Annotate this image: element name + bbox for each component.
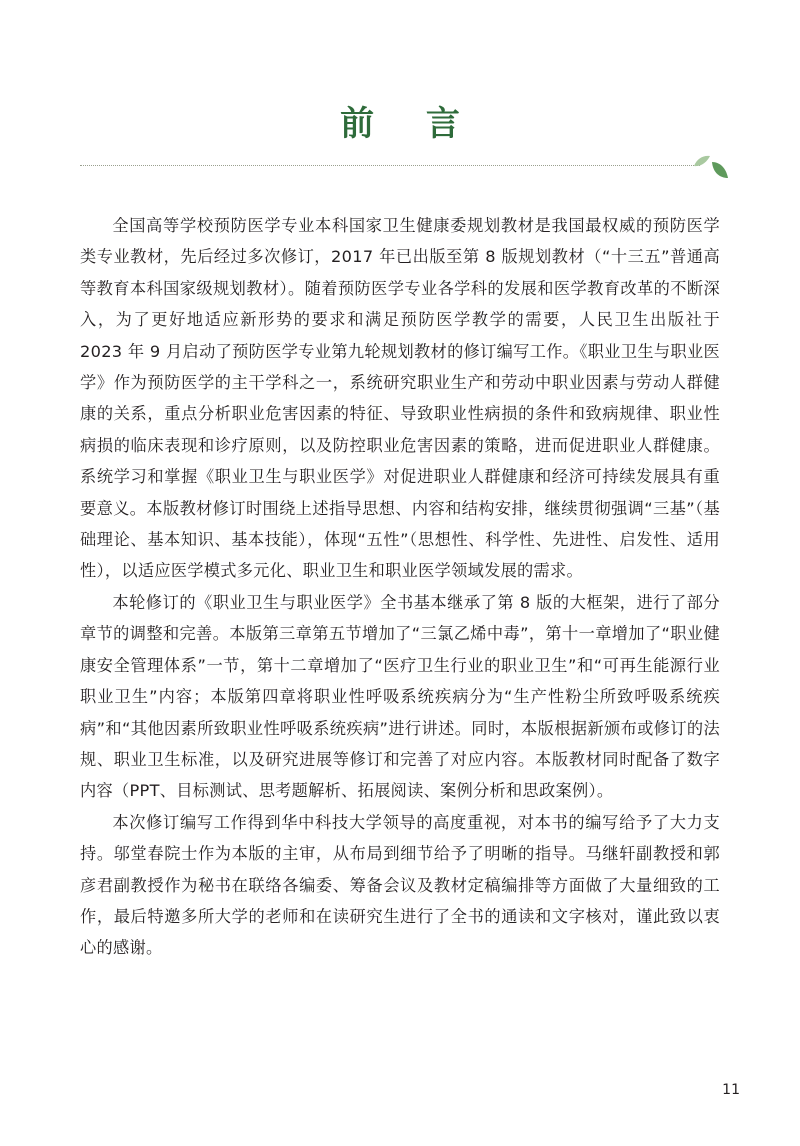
preface-body <box>80 210 720 964</box>
paragraph: 全国高等学校预防医学专业本科国家卫生健康委规划教材是我国最权威的预防医学类专业教材，先后经过多次修订，2017 年已出版至第 8 版规划教材（“十三五”普通高等教育本科国家级规划教材）。随着预防医学专业各学科的发展和医学教育改革的不断深入，为了更好地适应新形势的要求和满足预防医学教学的需要，人民卫生出版社于 2023 年 9 月启动了预防医学专业第九轮规划教材的修订编写工作。《职业卫生与职业医学》作为预防医学的主干学科之一，系统研究职业生产和劳动中职业因素与劳动人群健康的关系，重点分析职业危害因素的特征、导致职业性病损的条件和致病规律、职业性病损的临床表现和诊疗原则，以及防控职业危害因素的策略，进而促进职业人群健康。系统学习和掌握《职业卫生与职业医学》对促进职业人群健康和经济可持续发展具有重要意义。本版教材修订时围绕上述指导思想、内容和结构安排，继续贯彻强调“三基”（基础理论、基本知识、基本技能），体现“五性”（思想性、科学性、先进性、启发性、适用性），以适应医学模式多元化、职业卫生和职业医学领域发展的需求。 <box>80 216 720 581</box>
title-divider <box>80 165 700 166</box>
page-number: 11 <box>722 1082 740 1098</box>
page-title: 前 言 <box>340 104 480 144</box>
paragraph: 本轮修订的《职业卫生与职业医学》全书基本继承了第 8 版的大框架，进行了部分章节的调整和完善。本版第三章第五节增加了“三氯乙烯中毒”，第十一章增加了“职业健康安全管理体系”一节，第十二章增加了“医疗卫生行业的职业卫生”和“可再生能源行业职业卫生”内容；本版第四章将职业性呼吸系统疾病分为“生产性粉尘所致呼吸系统疾病”和“其他因素所致职业性呼吸系统疾病”进行讲述。同时，本版根据新颁布或修订的法规、职业卫生标准，以及研究进展等修订和完善了对应内容。本版教材同时配备了数字内容（PPT、目标测试、思考题解析、拓展阅读、案例分析和思政案例）。 <box>80 592 720 801</box>
paragraph: 本次修订编写工作得到华中科技大学领导的高度重视，对本书的编写给予了大力支持。邬堂春院士作为本版的主审，从布局到细节给予了明晰的指导。马继轩副教授和郭彦君副教授作为秘书在联络各编委、筹备会议及教材定稿编排等方面做了大量细致的工作，最后特邀多所大学的老师和在读研究生进行了全书的通读和文字核对，谨此致以衷心的感谢。 <box>80 812 720 958</box>
leaves-icon <box>690 148 732 184</box>
leaf-lower-right <box>712 162 728 178</box>
leaf-upper-left <box>694 156 710 166</box>
